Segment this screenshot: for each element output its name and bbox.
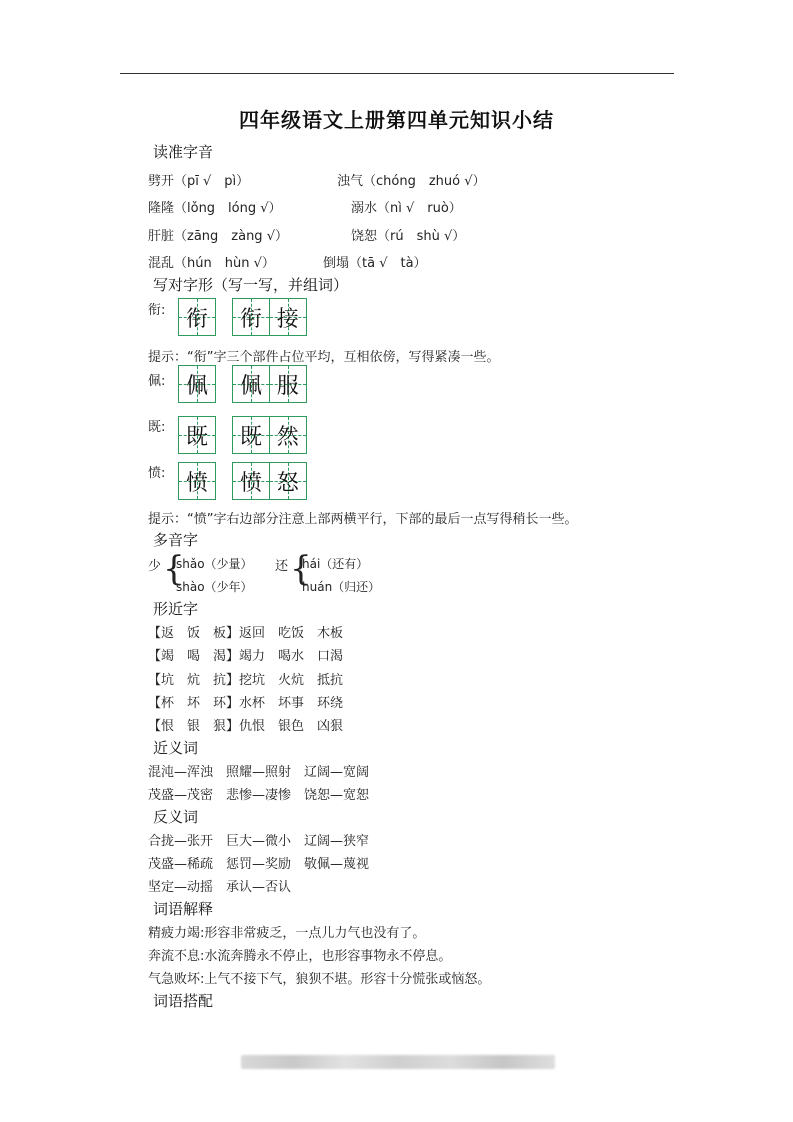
similar-shape-row: 【竭 喝 渴】竭力 喝水 口渴 (148, 649, 344, 664)
heading-explanation: 词语解释 (153, 900, 214, 918)
tianzige-single (178, 416, 216, 454)
brace-icon: { (290, 549, 312, 589)
tianzige-cell: 愤 (178, 462, 216, 500)
similar-shape-row: 【坑 炕 抗】挖坑 火炕 抵抗 (148, 673, 344, 688)
tianzige-cell: 佩 (178, 365, 216, 403)
tianzige-pair (232, 365, 307, 403)
antonym-row: 合拢—张开 巨大—微小 辽阔—狭窄 (148, 834, 370, 849)
tianzige-single (178, 462, 216, 500)
tianzige-cell: 衔 (178, 298, 216, 336)
explanation-row: 奔流不息:水流奔腾永不停止，也形容事物永不停息。 (148, 949, 452, 964)
pron-item: 浊气（chóng zhuó √） (337, 174, 486, 189)
tianzige-cell: 接 (270, 298, 307, 336)
pron-item: 隆隆（lǒng lóng √） (148, 201, 282, 216)
tianzige-single (178, 365, 216, 403)
polyphone-reading: shào（少年） (176, 580, 253, 594)
heading-similar-shape: 形近字 (153, 600, 199, 618)
pron-item: 混乱（hún hùn √） (148, 256, 275, 271)
writing-tip: 提示：“衔”字三个部件占位平均，互相依傍，写得紧凑一些。 (148, 350, 500, 365)
antonym-row: 茂盛—稀疏 惩罚—奖励 敬佩—蔑视 (148, 857, 370, 872)
synonym-row: 茂盛—茂密 悲惨—凄惨 饶恕—宽恕 (148, 788, 370, 803)
tianzige-cell: 佩 (232, 365, 270, 403)
polyphone-char: 还 (275, 559, 289, 574)
pron-item: 饶恕（rú shù √） (351, 229, 466, 244)
tianzige-cell: 然 (270, 416, 307, 454)
char-label: 衔: (148, 303, 166, 318)
pron-item: 倒塌（tā √ tà） (323, 256, 427, 271)
tianzige-pair (232, 298, 307, 336)
explanation-row: 精疲力竭:形容非常疲乏，一点儿力气也没有了。 (148, 926, 426, 941)
writing-tip: 提示：“愤”字右边部分注意上部两横平行，下部的最后一点写得稍长一些。 (148, 512, 578, 527)
char-label: 既: (148, 420, 166, 435)
similar-shape-row: 【恨 银 狠】仇恨 银色 凶狠 (148, 719, 344, 734)
tianzige-pair (232, 462, 307, 500)
pron-item: 劈开（pī √ pì） (148, 174, 250, 189)
tianzige-cell: 既 (232, 416, 270, 454)
polyphone-reading: hái（还有） (302, 557, 369, 571)
top-rule (120, 73, 674, 74)
tianzige-cell: 服 (270, 365, 307, 403)
heading-synonyms: 近义词 (153, 739, 199, 757)
pron-item: 溺水（nì √ ruò） (351, 201, 462, 216)
similar-shape-row: 【返 饭 板】返回 吃饭 木板 (148, 626, 344, 641)
polyphone-reading: shǎo（少量） (176, 557, 253, 571)
blurred-footer (241, 1055, 555, 1069)
antonym-row: 坚定—动摇 承认—否认 (148, 880, 292, 895)
polyphone-reading: huán（归还） (302, 580, 381, 594)
char-label: 愤: (148, 466, 166, 481)
heading-pronunciation: 读准字音 (153, 143, 214, 161)
tianzige-pair (232, 416, 307, 454)
heading-antonyms: 反义词 (153, 808, 199, 826)
polyphone-char: 少 (148, 559, 162, 574)
similar-shape-row: 【杯 坏 环】水杯 坏事 环绕 (148, 696, 344, 711)
tianzige-single (178, 298, 216, 336)
tianzige-cell: 衔 (232, 298, 270, 336)
pron-item: 肝脏（zāng zàng √） (148, 229, 288, 244)
brace-icon: { (163, 549, 185, 589)
synonym-row: 混沌—浑浊 照耀—照射 辽阔—宽阔 (148, 765, 370, 780)
heading-polyphone: 多音字 (153, 531, 199, 549)
heading-collocation: 词语搭配 (153, 992, 214, 1010)
page-title: 四年级语文上册第四单元知识小结 (239, 108, 554, 132)
heading-writing: 写对字形（写一写，并组词） (153, 276, 349, 294)
char-label: 佩: (148, 374, 166, 389)
tianzige-cell: 愤 (232, 462, 270, 500)
explanation-row: 气急败坏:上气不接下气，狼狈不堪。形容十分慌张或恼怒。 (148, 972, 491, 987)
tianzige-cell: 既 (178, 416, 216, 454)
tianzige-cell: 怒 (270, 462, 307, 500)
